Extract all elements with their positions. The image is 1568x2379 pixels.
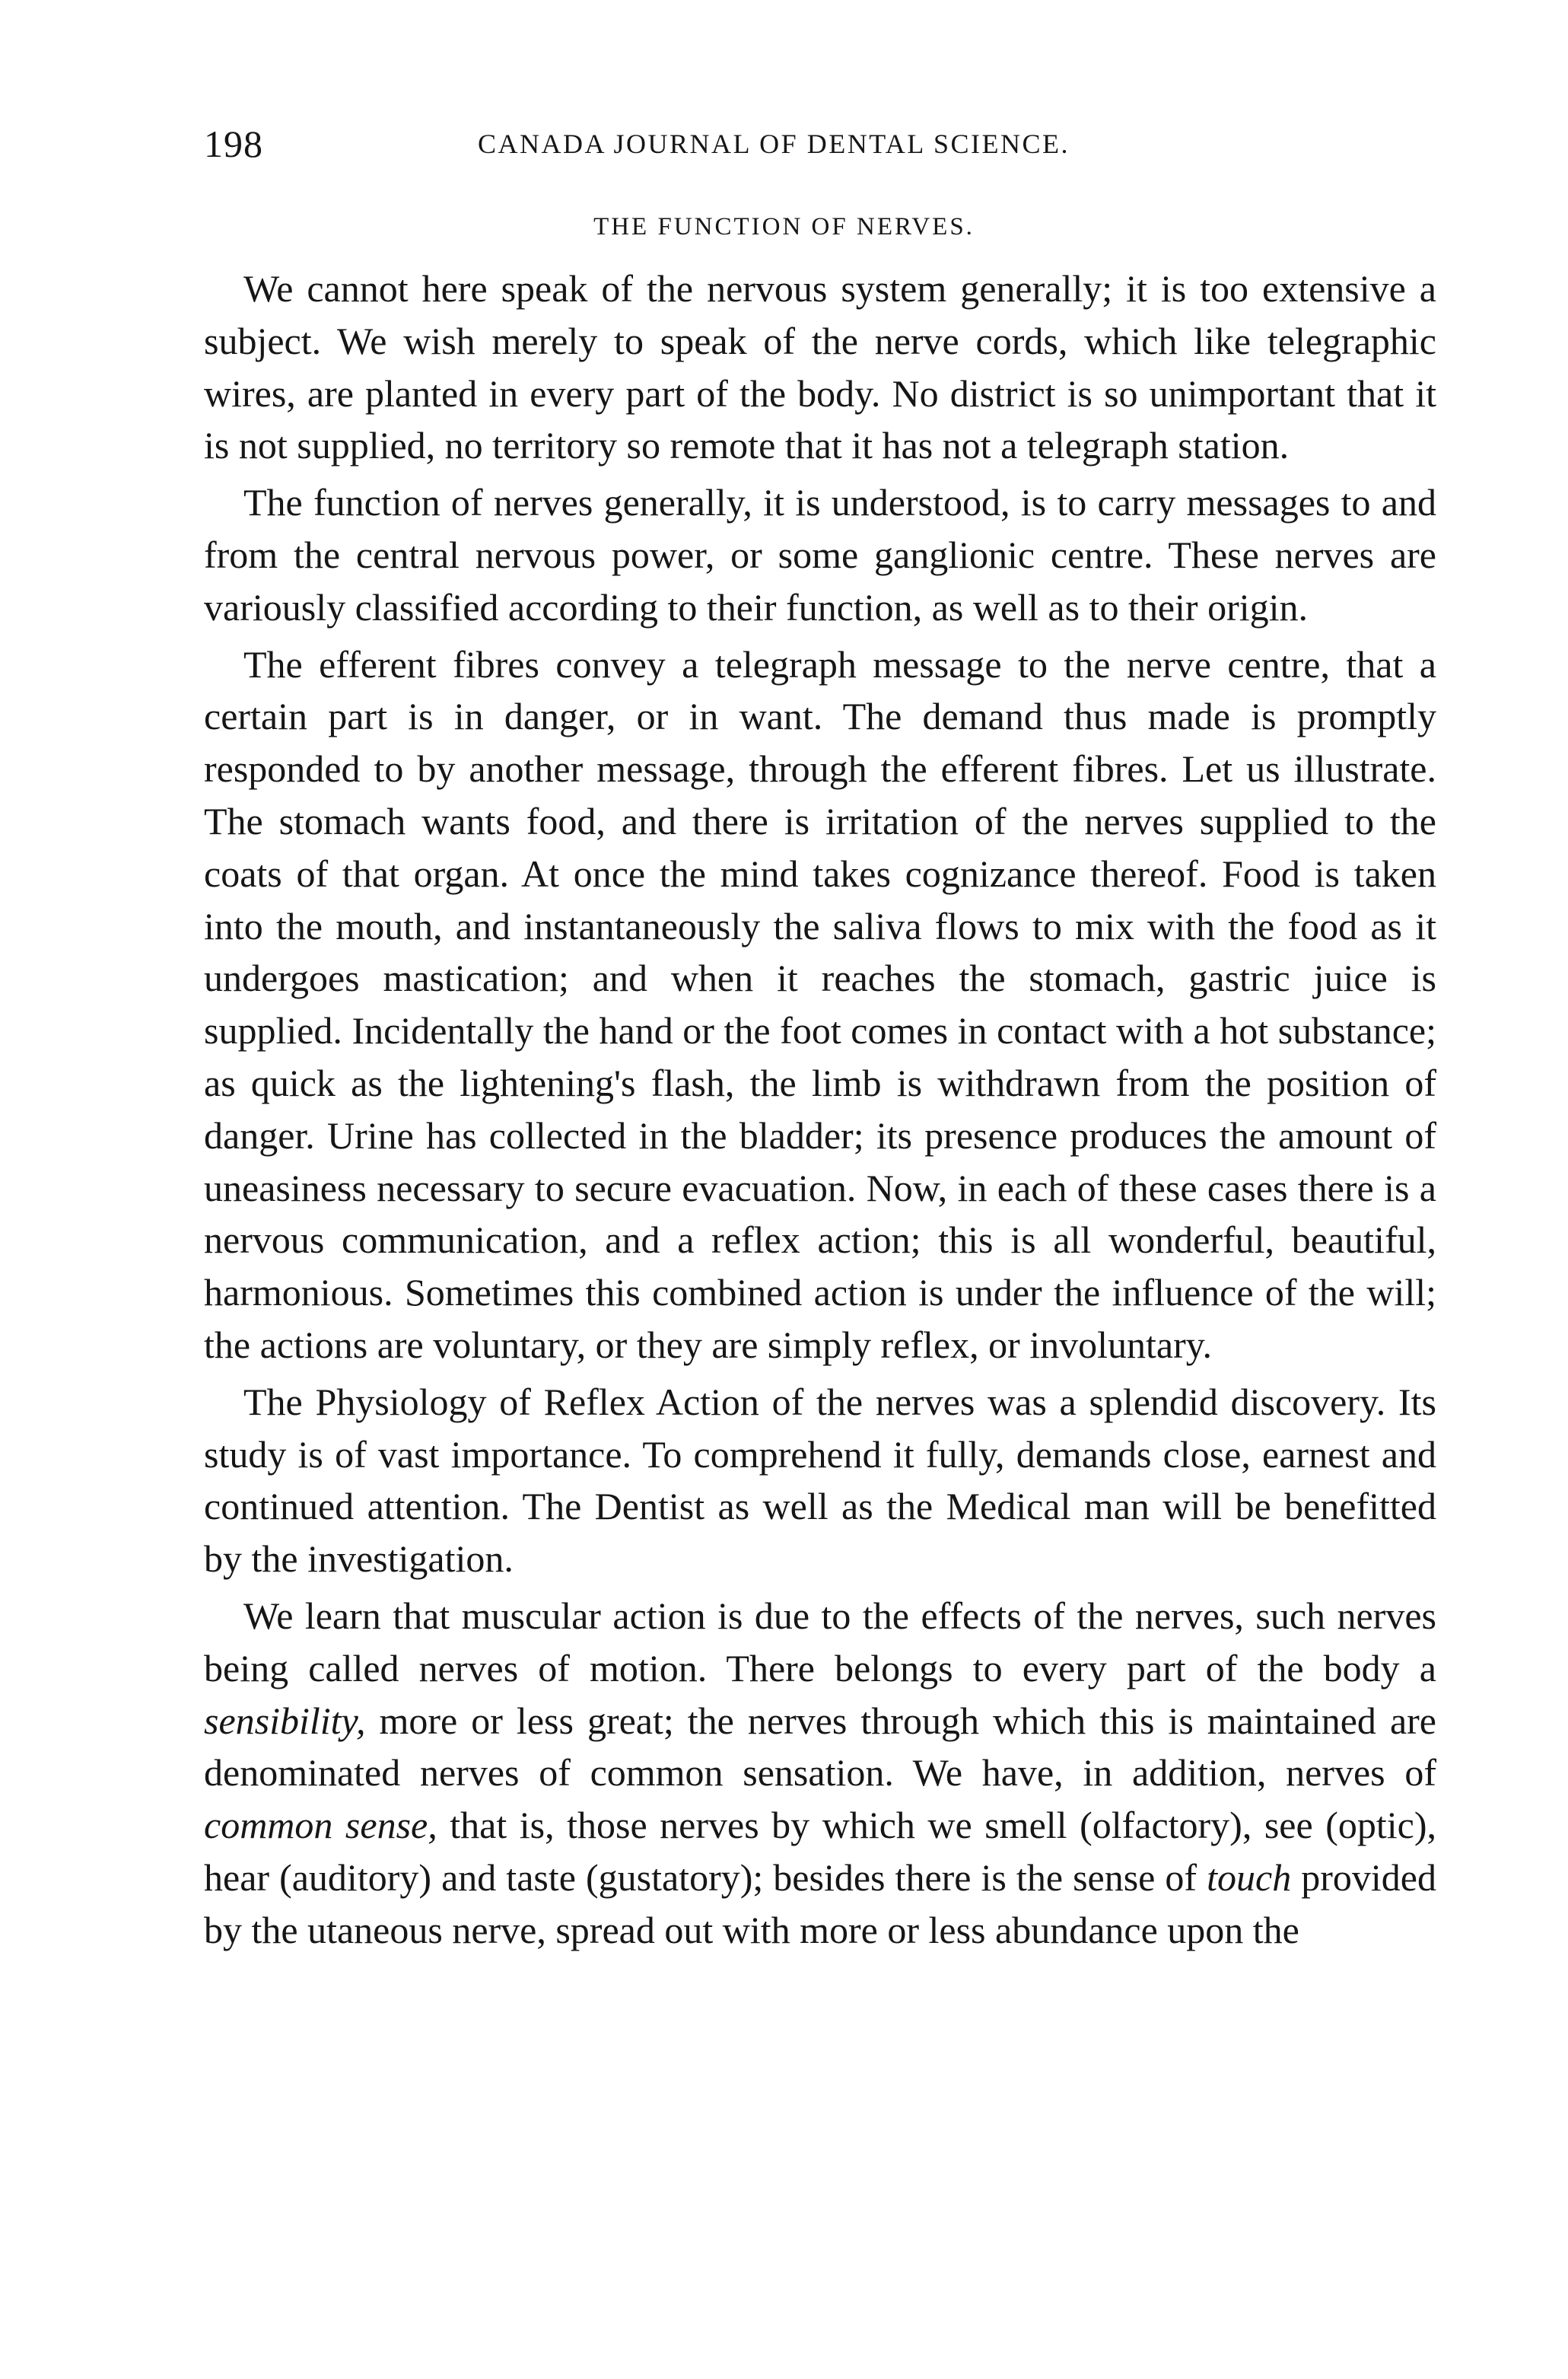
- paragraph: The function of nerves generally, it is understood, is to carry messages to and from the central nervous power, or some ganglionic centre. These nerves are variously classified according to their function, as well as to their origin.: [204, 481, 1436, 629]
- text-run: We learn that muscular action is due to the effects of the nerves, such nerves being called nerves of motion. There belongs to every part of the body a: [204, 1594, 1436, 1690]
- page-number: 198: [204, 123, 263, 165]
- article-body: [204, 263, 1436, 1961]
- italic-term: touch: [1207, 1855, 1292, 1899]
- italic-term: sensibility,: [204, 1699, 366, 1742]
- paragraph: [204, 1590, 1436, 1957]
- running-head: [204, 122, 1436, 167]
- paragraph: The Physiology of Reflex Action of the nerves was a splendid discovery. Its study is of vast importance. To comprehend it fully, demands close, earnest and continued attention. The Dentist as well as the Medical man will be benefitted by the investigation.: [204, 1380, 1436, 1581]
- text-run: that is, those nerves by which we smell (olfactory), see (optic), hear (auditory) and taste (gustatory); besides there is the sense of: [204, 1804, 1436, 1899]
- journal-title: CANADA JOURNAL OF DENTAL SCIENCE.: [478, 129, 1070, 159]
- text-run: provided by the utaneous nerve, spread out with more or less abundance upon the: [204, 1855, 1437, 1951]
- paragraph: The efferent fibres convey a telegraph message to the nerve centre, that a certain part is in danger, or in want. The demand thus made is promptly responded to by another message, through the efferent fibres. Let us illustrate. The stomach wants food, and there is irritation of the nerves supplied to the coats of that organ. At once the mind takes cognizance thereof. Food is taken into the mouth, and instantaneously the saliva flows to mix with the food as it undergoes mastication; and when it reaches the stomach, gastric juice is supplied. Incidentally the hand or the foot comes in contact with a hot substance; as quick as the lightening's flash, the limb is withdrawn from the position of danger. Urine has collected in the bladder; its presence produces the amount of uneasiness necessary to secure evacuation. Now, in each of these cases there is a nervous communication, and a reflex action; this is all wonderful, beautiful, harmonious. Sometimes this combined action is under the influence of the will; the actions are voluntary, or they are simply reflex, or involuntary.: [204, 642, 1436, 1366]
- text-run: more or less great; the nerves through which this is maintained are denominated nerves of common sensation. We have, in addition, nerves of: [204, 1699, 1436, 1795]
- article-title: THE FUNCTION OF NERVES.: [593, 213, 975, 240]
- paragraph: We cannot here speak of the nervous system generally; it is too extensive a subject. We wish merely to speak of the nerve cords, which like telegraphic wires, are planted in every part of the body. No district is so unimportant that it is not supplied, no territory so remote that it has not a telegraph station.: [204, 267, 1436, 467]
- italic-term: common sense,: [204, 1804, 437, 1847]
